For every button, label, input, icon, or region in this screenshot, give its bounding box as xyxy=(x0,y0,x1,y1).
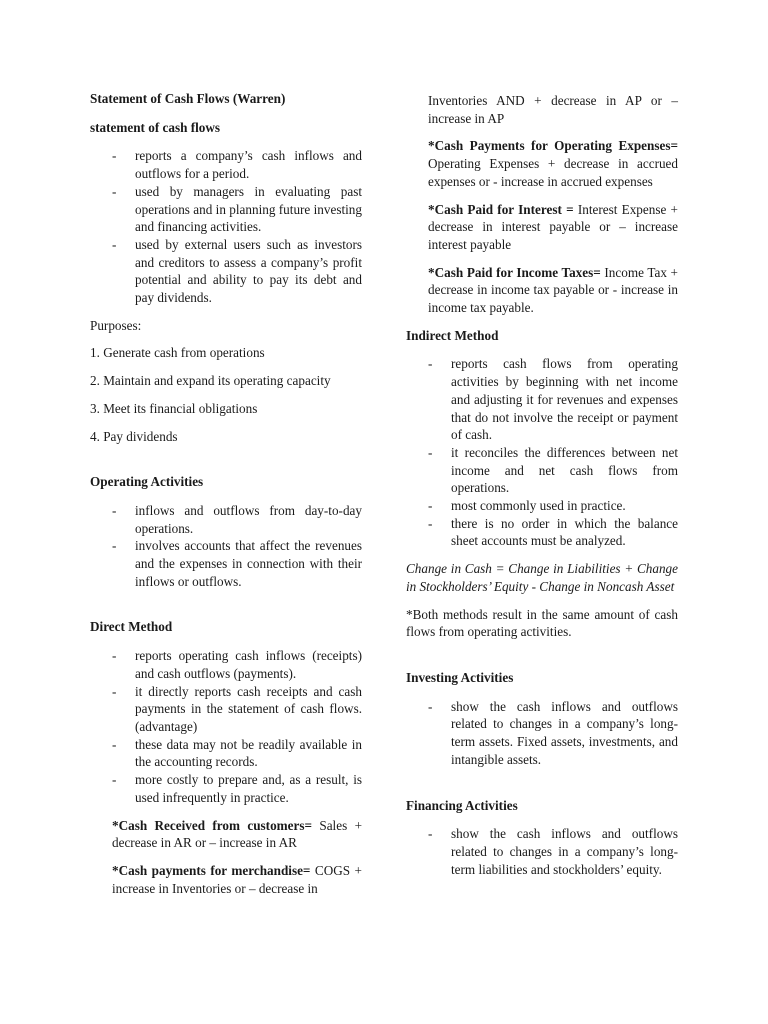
investing-bullet-list xyxy=(406,698,678,769)
formula-cash-merchandise xyxy=(90,862,362,897)
spacer xyxy=(406,779,678,797)
document-title: Statement of Cash Flows (Warren) xyxy=(90,91,286,106)
section-heading-financing: Financing Activities xyxy=(406,797,518,813)
formula-interest xyxy=(406,201,678,254)
direct-bullet-list xyxy=(90,647,362,806)
formula-merchandise-continued: Inventories AND + decrease in AP or – increase in AP xyxy=(428,93,678,126)
list-item: - reports a company’s cash inflows and outflows for a period. xyxy=(135,147,362,182)
both-methods-note: *Both methods result in the same amount of cash flows from operating activities. xyxy=(406,606,678,640)
cash-change-formula: Change in Cash = Change in Liabilities + Change in Stockholders’ Equity - Change in Noncash Asset xyxy=(406,561,678,594)
formula-label: *Cash Paid for Interest = xyxy=(428,201,574,217)
list-item: - there is no order in which the balance sheet accounts must be analyzed. xyxy=(451,515,678,550)
operating-bullet-list xyxy=(90,502,362,591)
formula-label: *Cash Received from customers= xyxy=(112,817,313,833)
list-item: - show the cash inflows and outflows related to changes in a company’s long-term liabilities and stockholders’ equity. xyxy=(451,825,678,878)
formula-text: Operating Expenses + decrease in accrued expenses or - increase in accrued expenses xyxy=(428,156,678,189)
list-item: - more costly to prepare and, as a result, is used infrequently in practice. xyxy=(135,771,362,806)
formula-text: COGS + increase in Inventories or – decrease in xyxy=(112,862,362,896)
formula-text: Interest Expense + decrease in interest payable or – increase interest payable xyxy=(428,201,678,252)
list-item: - it reconciles the differences between net income and net cash flows from operations. xyxy=(451,444,678,497)
list-item: - used by managers in evaluating past operations and in planning future investing and financing activities. xyxy=(135,183,362,236)
list-item: - reports cash flows from operating activities by beginning with net income and adjusting it for revenues and expenses that do not involve the receipt or payment of cash. xyxy=(451,355,678,444)
section-heading-investing: Investing Activities xyxy=(406,669,514,685)
financing-bullet-list xyxy=(406,825,678,878)
list-item: - used by external users such as investors and creditors to assess a company’s profit potential and ability to pay its debt and pay dividends. xyxy=(135,236,362,307)
list-item: - reports operating cash inflows (receipts) and cash outflows (payments). xyxy=(135,647,362,682)
purpose-item: 1. Generate cash from operations xyxy=(90,345,265,361)
spacer xyxy=(90,455,362,473)
indirect-bullet-list xyxy=(406,355,678,550)
purpose-item: 3. Meet its financial obligations xyxy=(90,400,258,416)
section-heading-direct: Direct Method xyxy=(90,619,173,635)
purposes-label: Purposes: xyxy=(90,317,142,333)
purpose-item: 2. Maintain and expand its operating capacity xyxy=(90,373,331,389)
intro-bullet-list xyxy=(90,147,362,306)
section-heading-operating: Operating Activities xyxy=(90,474,204,490)
formula-text: Income Tax + decrease in income tax payable or - increase in income tax payable. xyxy=(428,264,678,316)
formula-text: Sales + decrease in AR or – increase in AR xyxy=(112,817,363,851)
list-item: - these data may not be readily available in the accounting records. xyxy=(135,736,362,771)
right-column xyxy=(406,92,678,888)
purpose-item: 4. Pay dividends xyxy=(90,428,178,444)
list-item: - it directly reports cash receipts and cash payments in the statement of cash flows. (advantage) xyxy=(135,683,362,736)
formula-operating-expenses xyxy=(406,137,678,190)
formula-label: *Cash Payments for Operating Expenses= xyxy=(428,138,678,154)
left-column xyxy=(90,90,362,907)
section-heading-statement: statement of cash flows xyxy=(90,119,221,135)
list-item: - involves accounts that affect the revenues and the expenses in connection with their inflows or outflows. xyxy=(135,537,362,590)
spacer xyxy=(90,600,362,618)
spacer xyxy=(406,651,678,669)
formula-label: *Cash payments for merchandise= xyxy=(112,862,311,878)
section-heading-indirect: Indirect Method xyxy=(406,327,499,343)
list-item: - show the cash inflows and outflows related to changes in a company’s long-term assets. Fixed assets, investments, and intangible assets. xyxy=(451,698,678,769)
list-item: - inflows and outflows from day-to-day operations. xyxy=(135,502,362,537)
formula-label: *Cash Paid for Income Taxes= xyxy=(428,264,601,280)
formula-cash-received xyxy=(90,817,362,852)
formula-income-taxes xyxy=(406,264,678,317)
list-item: - most commonly used in practice. xyxy=(451,497,678,515)
